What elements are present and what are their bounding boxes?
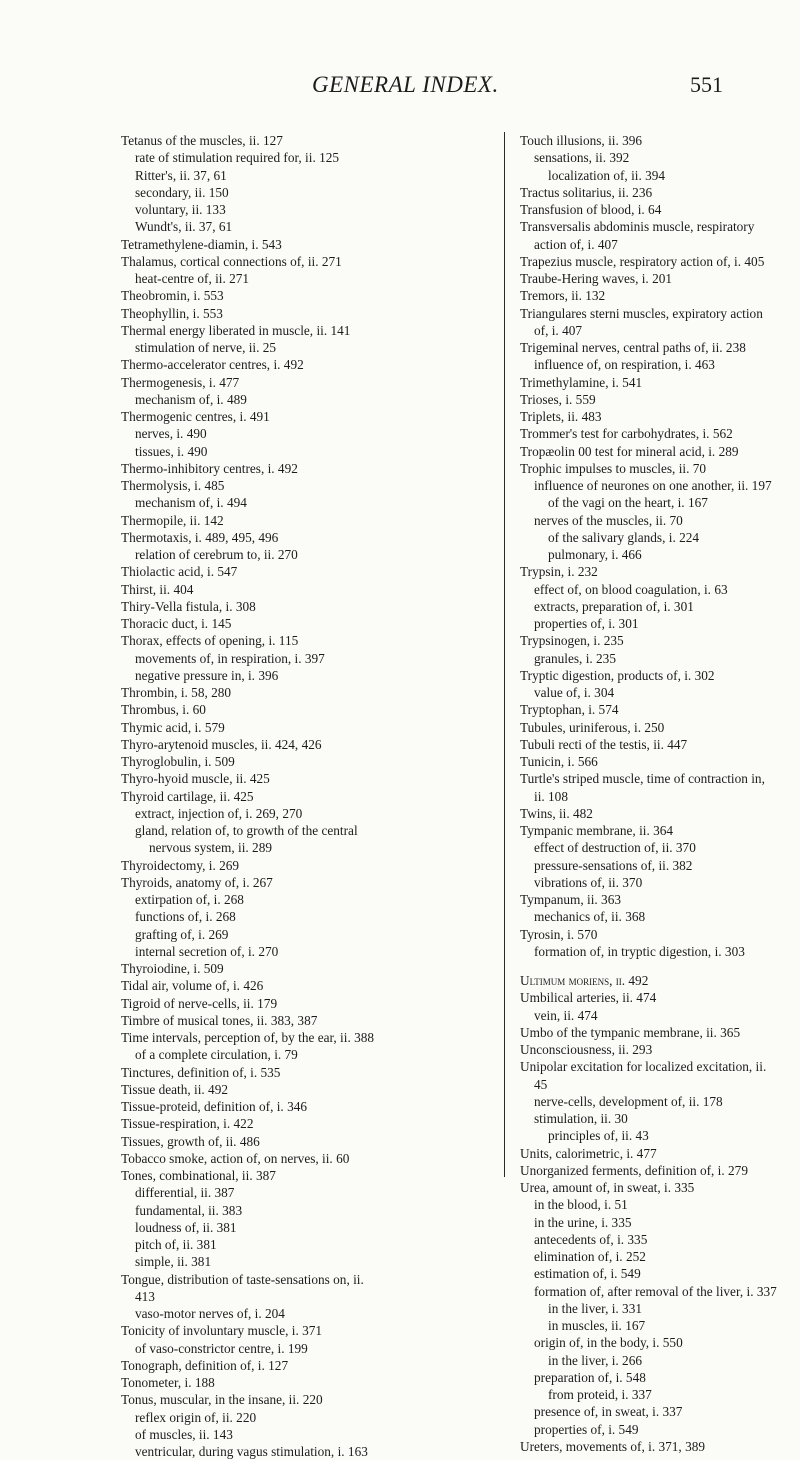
index-entry: Unorganized ferments, definition of, i. 279 xyxy=(520,1162,748,1178)
index-entry: Urea, amount of, in sweat, i. 335 xyxy=(520,1180,695,1195)
index-subentry: negative pressure in, i. 396 xyxy=(135,667,279,683)
index-subentry: from proteid, i. 337 xyxy=(548,1387,652,1402)
index-subentry: pressure-sensations of, ii. 382 xyxy=(534,857,693,873)
index-subentry: nerve-cells, development of, ii. 178 xyxy=(534,1093,723,1109)
index-subentry: 45 xyxy=(534,1076,548,1092)
index-entry: Tryptic digestion, products of, i. 302 xyxy=(520,667,715,683)
index-subentry: effect of, on blood coagulation, i. 63 xyxy=(534,581,728,597)
index-entry: Traube-Hering waves, i. 201 xyxy=(520,271,673,286)
index-subentry: stimulation of nerve, ii. 25 xyxy=(135,340,277,355)
index-entry: Tinctures, definition of, i. 535 xyxy=(121,1064,281,1080)
index-entry: Ultimum moriens, ii. 492 xyxy=(520,973,649,988)
index-entry: Thalamus, cortical connections of, ii. 271 xyxy=(121,253,342,269)
index-subentry: of, i. 407 xyxy=(534,322,583,338)
index-subentry: vaso-motor nerves of, i. 204 xyxy=(135,1306,285,1321)
index-entry: Tubuli recti of the testis, ii. 447 xyxy=(520,736,688,752)
index-subentry: principles of, ii. 43 xyxy=(548,1128,649,1144)
index-entry: Tissues, growth of, ii. 486 xyxy=(121,1133,260,1149)
index-entry: Tonograph, definition of, i. 127 xyxy=(121,1357,289,1373)
index-subentry: vibrations of, ii. 370 xyxy=(534,874,643,890)
column-divider xyxy=(504,132,505,1177)
index-entry: Tobacco smoke, action of, on nerves, ii. 60 xyxy=(121,1150,350,1166)
index-entry: Tropæolin 00 test for mineral acid, i. 289 xyxy=(520,443,739,459)
index-subentry: localization of, ii. 394 xyxy=(548,167,666,183)
index-entry: Trioses, i. 559 xyxy=(520,391,596,407)
index-entry: Thiry-Vella fistula, i. 308 xyxy=(121,598,256,614)
index-entry: Thoracic duct, i. 145 xyxy=(121,616,232,631)
index-subentry: in muscles, ii. 167 xyxy=(548,1318,646,1333)
index-subentry: Wundt's, ii. 37, 61 xyxy=(135,219,233,235)
index-entry: Tonicity of involuntary muscle, i. 371 xyxy=(121,1323,323,1339)
index-column-right xyxy=(520,132,800,1455)
index-entry: Tryptophan, i. 574 xyxy=(520,702,619,718)
index-subentry: of a complete circulation, i. 79 xyxy=(135,1047,298,1063)
index-subentry: sensations, ii. 392 xyxy=(534,150,630,166)
page-number: 551 xyxy=(690,72,723,97)
index-entry: Theobromin, i. 553 xyxy=(121,288,224,304)
index-entry: Trophic impulses to muscles, ii. 70 xyxy=(520,460,707,476)
index-subentry: pitch of, ii. 381 xyxy=(135,1237,217,1252)
index-entry: Unconsciousness, ii. 293 xyxy=(520,1042,653,1057)
page-header xyxy=(0,72,800,102)
index-subentry: ventricular, during vagus stimulation, i. 163 xyxy=(135,1444,368,1459)
index-entry: Thyro-hyoid muscle, ii. 425 xyxy=(121,771,270,787)
index-subentry: origin of, in the body, i. 550 xyxy=(534,1335,683,1351)
index-entry: Thermolysis, i. 485 xyxy=(121,478,225,493)
index-subentry: secondary, ii. 150 xyxy=(135,184,229,200)
index-subentry: in the liver, i. 266 xyxy=(548,1352,643,1368)
index-subentry: properties of, i. 549 xyxy=(534,1421,639,1437)
index-subentry: mechanism of, i. 494 xyxy=(135,495,247,511)
index-entry: Triangulares sterni muscles, expiratory action xyxy=(520,305,763,321)
index-subentry: of muscles, ii. 143 xyxy=(135,1426,233,1442)
index-subentry: Ritter's, ii. 37, 61 xyxy=(135,167,227,183)
index-subentry: ii. 108 xyxy=(534,788,568,804)
index-entry: Tigroid of nerve-cells, ii. 179 xyxy=(121,995,278,1011)
index-entry: Tunicin, i. 566 xyxy=(520,754,598,769)
index-subentry: mechanism of, i. 489 xyxy=(135,391,247,407)
index-subentry: action of, i. 407 xyxy=(534,236,618,252)
index-entry: Thymic acid, i. 579 xyxy=(121,719,225,735)
index-subentry: nerves of the muscles, ii. 70 xyxy=(534,512,683,528)
index-entry: Thirst, ii. 404 xyxy=(121,581,194,597)
index-subentry: in the liver, i. 331 xyxy=(548,1300,643,1316)
index-entry: Tones, combinational, ii. 387 xyxy=(121,1168,276,1183)
index-column-left xyxy=(121,132,496,1460)
index-subentry: heat-centre of, ii. 271 xyxy=(135,271,250,286)
index-subentry: presence of, in sweat, i. 337 xyxy=(534,1404,683,1420)
index-entry: Thyroiodine, i. 509 xyxy=(121,961,224,976)
index-subentry: nervous system, ii. 289 xyxy=(149,840,272,856)
index-subentry: antecedents of, i. 335 xyxy=(534,1231,648,1247)
index-subentry: reflex origin of, ii. 220 xyxy=(135,1409,257,1425)
running-title: GENERAL INDEX. xyxy=(312,72,499,97)
index-entry: Tympanic membrane, ii. 364 xyxy=(520,823,674,838)
index-subentry: voluntary, ii. 133 xyxy=(135,202,226,217)
index-entry: Tonometer, i. 188 xyxy=(121,1375,215,1390)
index-entry: Tympanum, ii. 363 xyxy=(520,892,622,907)
index-entry: Umbilical arteries, ii. 474 xyxy=(520,990,657,1006)
index-subentry: loudness of, ii. 381 xyxy=(135,1219,237,1235)
index-subentry: tissues, i. 490 xyxy=(135,443,208,459)
index-subentry: effect of destruction of, ii. 370 xyxy=(534,840,696,856)
index-subentry: 413 xyxy=(135,1288,155,1304)
index-entry: Trommer's test for carbohydrates, i. 562 xyxy=(520,426,733,442)
index-entry: Unipolar excitation for localized excitation, ii. xyxy=(520,1059,767,1075)
index-entry: Ureters, movements of, i. 371, 389 xyxy=(520,1438,706,1454)
index-entry: Timbre of musical tones, ii. 383, 387 xyxy=(121,1012,318,1028)
index-entry: Thermal energy liberated in muscle, ii. 141 xyxy=(121,322,351,338)
index-subentry: formation of, after removal of the liver, i. 337 xyxy=(534,1283,777,1299)
index-entry: Thrombus, i. 60 xyxy=(121,702,206,718)
index-entry: Tidal air, volume of, i. 426 xyxy=(121,978,264,994)
index-subentry: value of, i. 304 xyxy=(534,685,615,700)
index-entry: Trigeminal nerves, central paths of, ii. 238 xyxy=(520,340,746,355)
index-subentry: properties of, i. 301 xyxy=(534,616,639,631)
index-entry: Tissue-proteid, definition of, i. 346 xyxy=(121,1099,308,1114)
index-entry: Thyroid cartilage, ii. 425 xyxy=(121,788,254,804)
index-subentry: in the urine, i. 335 xyxy=(534,1214,632,1230)
index-entry: Trypsin, i. 232 xyxy=(520,564,598,580)
index-subentry: pulmonary, i. 466 xyxy=(548,547,642,562)
index-entry: Twins, ii. 482 xyxy=(520,805,593,821)
index-entry: Tetanus of the muscles, ii. 127 xyxy=(121,133,283,148)
index-entry: Tubules, uriniferous, i. 250 xyxy=(520,719,665,735)
index-subentry: simple, ii. 381 xyxy=(135,1254,212,1270)
index-entry: Thyroidectomy, i. 269 xyxy=(121,857,240,873)
index-subentry: formation of, in tryptic digestion, i. 303 xyxy=(534,943,745,959)
index-entry: Thyroids, anatomy of, i. 267 xyxy=(121,874,273,890)
index-entry: Trapezius muscle, respiratory action of, i. 405 xyxy=(520,253,765,269)
index-entry: Thiolactic acid, i. 547 xyxy=(121,564,238,580)
index-subentry: movements of, in respiration, i. 397 xyxy=(135,650,325,666)
index-entry: Tremors, ii. 132 xyxy=(520,288,606,304)
index-subentry: differential, ii. 387 xyxy=(135,1185,235,1201)
index-subentry: functions of, i. 268 xyxy=(135,909,236,925)
index-entry: Thermogenesis, i. 477 xyxy=(121,374,240,390)
index-entry: Tongue, distribution of taste-sensations on, ii. xyxy=(121,1271,364,1287)
index-subentry: stimulation, ii. 30 xyxy=(534,1111,628,1126)
index-entry: Thyroglobulin, i. 509 xyxy=(121,754,235,769)
index-entry: Trimethylamine, i. 541 xyxy=(520,374,643,390)
index-subentry: grafting of, i. 269 xyxy=(135,926,229,942)
index-subentry: fundamental, ii. 383 xyxy=(135,1202,243,1218)
index-subentry: of vaso-constrictor centre, i. 199 xyxy=(135,1340,308,1356)
index-entry: Thermo-inhibitory centres, i. 492 xyxy=(121,460,298,476)
index-subentry: influence of, on respiration, i. 463 xyxy=(534,357,715,373)
index-entry: Tonus, muscular, in the insane, ii. 220 xyxy=(121,1392,323,1408)
index-entry: Thyro-arytenoid muscles, ii. 424, 426 xyxy=(121,736,322,752)
index-section-gap xyxy=(520,960,800,972)
index-entry: Thermogenic centres, i. 491 xyxy=(121,409,270,424)
index-subentry: of the salivary glands, i. 224 xyxy=(548,529,700,545)
index-subentry: estimation of, i. 549 xyxy=(534,1266,641,1282)
index-entry: Transfusion of blood, i. 64 xyxy=(520,202,662,217)
index-entry: Tissue-respiration, i. 422 xyxy=(121,1116,254,1132)
index-subentry: extirpation of, i. 268 xyxy=(135,892,244,907)
index-entry: Thorax, effects of opening, i. 115 xyxy=(121,633,299,649)
index-subentry: granules, i. 235 xyxy=(534,650,616,666)
index-entry: Tyrosin, i. 570 xyxy=(520,926,598,942)
index-entry: Trypsinogen, i. 235 xyxy=(520,633,624,649)
index-entry: Tetramethylene-diamin, i. 543 xyxy=(121,236,282,252)
index-subentry: influence of neurones on one another, ii. 197 xyxy=(534,478,772,493)
index-entry: Tractus solitarius, ii. 236 xyxy=(520,184,653,200)
index-entry: Triplets, ii. 483 xyxy=(520,409,602,424)
index-subentry: preparation of, i. 548 xyxy=(534,1369,646,1385)
index-entry: Umbo of the tympanic membrane, ii. 365 xyxy=(520,1024,741,1040)
index-subentry: vein, ii. 474 xyxy=(534,1007,598,1023)
index-entry: Time intervals, perception of, by the ear, ii. 388 xyxy=(121,1030,375,1045)
index-entry: Transversalis abdominis muscle, respiratory xyxy=(520,219,755,235)
index-subentry: mechanics of, ii. 368 xyxy=(534,909,646,925)
index-entry: Thrombin, i. 58, 280 xyxy=(121,685,232,700)
index-subentry: extracts, preparation of, i. 301 xyxy=(534,598,694,614)
index-subentry: of the vagi on the heart, i. 167 xyxy=(548,495,708,511)
index-entry: Thermotaxis, i. 489, 495, 496 xyxy=(121,529,279,545)
index-subentry: rate of stimulation required for, ii. 125 xyxy=(135,150,340,166)
index-entry: Units, calorimetric, i. 477 xyxy=(520,1145,657,1161)
index-subentry: gland, relation of, to growth of the central xyxy=(135,823,358,838)
index-subentry: relation of cerebrum to, ii. 270 xyxy=(135,547,298,562)
index-entry: Turtle's striped muscle, time of contraction in, xyxy=(520,771,765,787)
index-subentry: internal secretion of, i. 270 xyxy=(135,943,279,959)
index-entry: Tissue death, ii. 492 xyxy=(121,1081,228,1097)
index-entry: Theophyllin, i. 553 xyxy=(121,305,223,321)
index-entry: Touch illusions, ii. 396 xyxy=(520,133,643,148)
index-subentry: nerves, i. 490 xyxy=(135,426,207,442)
index-entry: Thermo-accelerator centres, i. 492 xyxy=(121,357,304,373)
index-subentry: in the blood, i. 51 xyxy=(534,1197,628,1213)
index-subentry: elimination of, i. 252 xyxy=(534,1249,646,1264)
index-entry: Thermopile, ii. 142 xyxy=(121,512,224,528)
index-subentry: extract, injection of, i. 269, 270 xyxy=(135,805,303,821)
